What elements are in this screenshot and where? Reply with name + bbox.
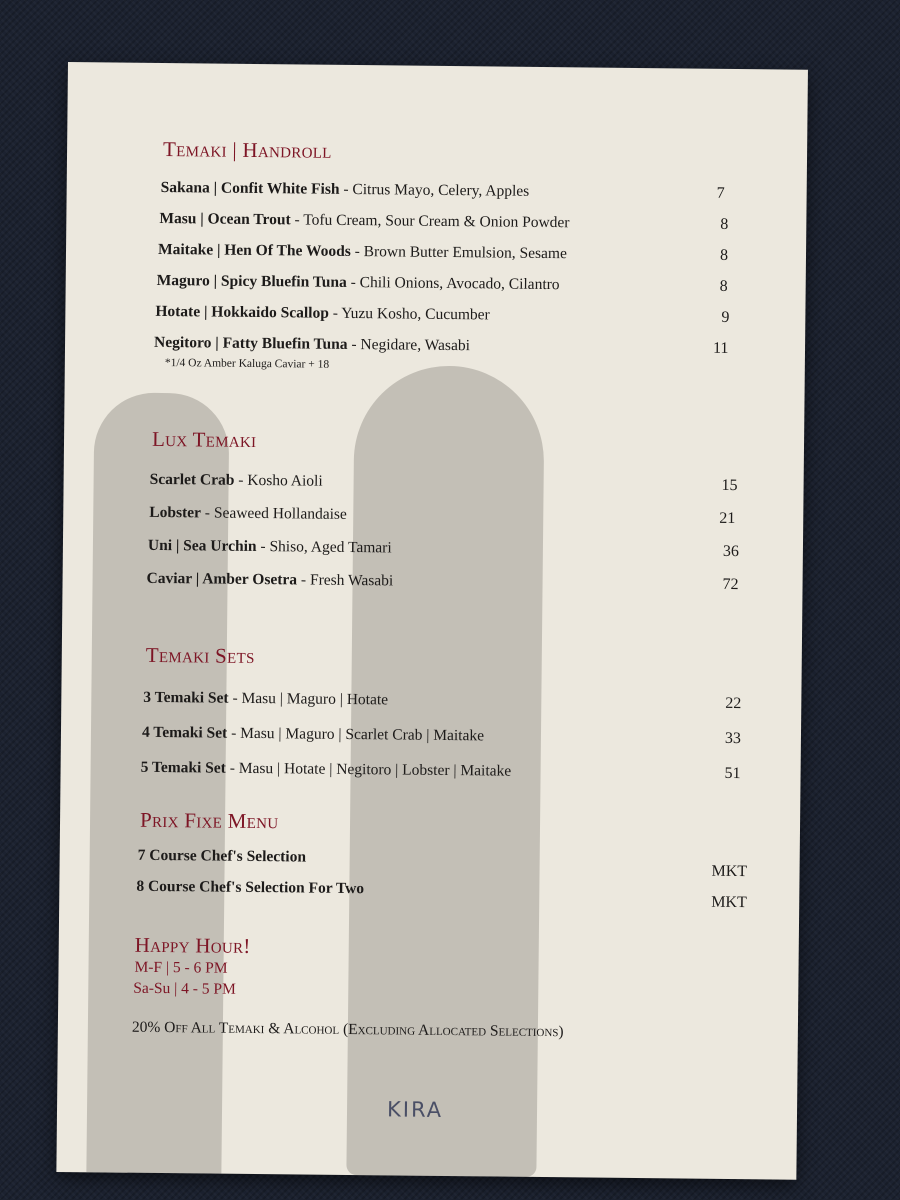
item-desc: - Masu | Hotate | Negitoro | Lobster | Maitake: [225, 759, 512, 780]
item-price: 7: [716, 184, 725, 202]
happy-hour-weekend: Sa-Su | 4 - 5 PM: [133, 979, 236, 998]
item-name: Masu | Ocean Trout: [159, 209, 291, 229]
item-desc: - Citrus Mayo, Celery, Apples: [339, 180, 530, 200]
menu-item-maguro: [66, 271, 806, 303]
item-price: 8: [719, 277, 728, 295]
item-desc: - Brown Butter Emulsion, Sesame: [350, 242, 567, 263]
item-name: 8 Course Chef's Selection For Two: [136, 877, 365, 898]
item-name: Hotate | Hokkaido Scallop: [155, 302, 329, 322]
item-name: Maguro | Spicy Bluefin Tuna: [156, 271, 347, 291]
item-price: 8: [720, 215, 729, 233]
menu-item-5-set: [60, 758, 800, 790]
item-desc: - Masu | Maguro | Hotate: [228, 689, 389, 709]
menu-item-8-course: [59, 877, 799, 912]
menu-item-scarlet-crab: [63, 470, 803, 502]
menu-card: [56, 62, 808, 1180]
prix-heading: Prix Fixe Menu: [139, 807, 279, 834]
happy-hour-discount: 20% Off All Temaki & Alcohol (Excluding Allocated Selections): [131, 1018, 564, 1041]
item-desc: - Shiso, Aged Tamari: [256, 538, 392, 557]
item-desc: - Kosho Aioli: [234, 471, 323, 490]
menu-item-3-set: [61, 688, 801, 720]
item-desc: - Yuzu Kosho, Cucumber: [328, 304, 490, 324]
item-desc: - Masu | Maguro | Scarlet Crab | Maitake: [227, 724, 485, 745]
item-price: 72: [722, 575, 739, 594]
menu-item-masu: [66, 209, 806, 241]
item-name: Maitake | Hen Of The Woods: [157, 240, 351, 260]
item-price: 9: [721, 308, 730, 326]
menu-item-sakana: [67, 178, 807, 210]
menu-item-maitake: [66, 240, 806, 272]
item-price: MKT: [711, 893, 747, 912]
item-name: Negitoro | Fatty Bluefin Tuna: [153, 333, 348, 353]
item-price: 11: [712, 339, 729, 357]
item-name: Lobster: [149, 503, 202, 522]
happy-hour-weekday: M-F | 5 - 6 PM: [134, 958, 228, 977]
item-desc: - Fresh Wasabi: [296, 571, 394, 590]
item-name: 5 Temaki Set: [140, 758, 226, 777]
item-name: Sakana | Confit White Fish: [160, 178, 340, 198]
menu-item-hotate: [65, 302, 805, 334]
item-name: 7 Course Chef's Selection: [137, 846, 307, 866]
item-price: 8: [719, 246, 729, 264]
item-desc: - Negidare, Wasabi: [347, 335, 471, 355]
item-price: 51: [724, 764, 741, 783]
menu-item-lobster: [63, 503, 803, 535]
item-price: 22: [725, 694, 742, 713]
item-name: Uni | Sea Urchin: [147, 536, 257, 556]
happy-hour-heading: Happy Hour!: [134, 932, 251, 958]
item-desc: - Chili Onions, Avocado, Cilantro: [346, 273, 560, 294]
item-price: MKT: [711, 862, 748, 881]
caviar-addon-note: *1/4 Oz Amber Kaluga Caviar + 18: [164, 357, 330, 371]
item-desc: - Tofu Cream, Sour Cream & Onion Powder: [290, 211, 570, 232]
item-name: Caviar | Amber Osetra: [146, 569, 298, 589]
lux-heading: Lux Temaki: [151, 426, 257, 452]
item-name: 4 Temaki Set: [141, 723, 228, 742]
temaki-heading: Temaki | Handroll: [162, 137, 332, 163]
item-name: 3 Temaki Set: [143, 688, 229, 707]
item-desc: - Seaweed Hollandaise: [200, 504, 347, 523]
item-price: 36: [722, 542, 739, 561]
item-price: 21: [719, 509, 736, 528]
menu-item-7-course: [60, 846, 800, 881]
menu-item-uni: [63, 536, 803, 568]
item-price: 15: [721, 476, 738, 495]
item-name: Scarlet Crab: [149, 470, 235, 489]
kira-signature: KIRA: [386, 1097, 444, 1122]
sets-heading: Temaki Sets: [145, 642, 255, 668]
menu-item-caviar: [62, 569, 802, 601]
menu-item-4-set: [61, 723, 801, 755]
item-price: 33: [724, 729, 742, 748]
